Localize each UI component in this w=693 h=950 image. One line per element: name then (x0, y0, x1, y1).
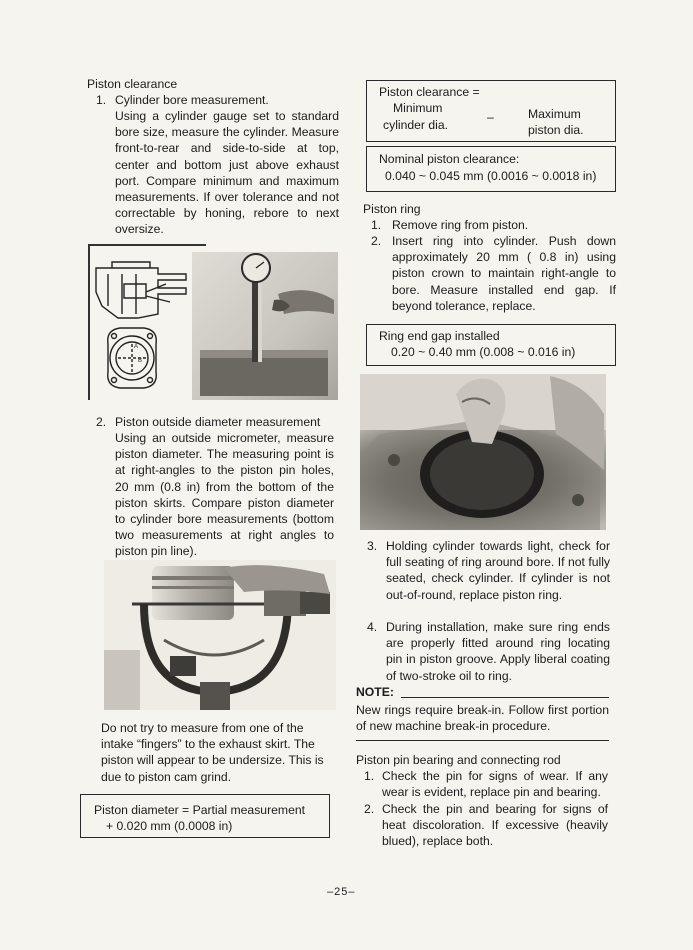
list-number: 1. (371, 218, 382, 232)
note-label: NOTE: (356, 685, 394, 699)
clearance-max-line2: piston dia. (528, 123, 584, 137)
clearance-label: Piston clearance = (379, 85, 480, 99)
clearance-min-line2: cylinder dia. (383, 118, 449, 132)
section-title-pin-bearing: Piston pin bearing and connecting rod (356, 753, 561, 767)
section-title-piston-ring: Piston ring (363, 202, 421, 216)
formula-box-piston-diameter (80, 794, 330, 838)
page-number: –25– (327, 886, 356, 898)
clearance-formula-box (366, 80, 616, 142)
note-rule-bottom (356, 740, 609, 741)
ring-step-3: Holding cylinder towards light, check for full seating of ring around bore. If not fully seated, check cylinder. If cylinder is not out-of-round, replace piston ring. (386, 539, 610, 602)
micrometer-photo (104, 560, 336, 710)
nominal-value: 0.040 ~ 0.045 mm (0.0016 ~ 0.0018 in) (385, 169, 597, 183)
figure-cylinder-gauge (88, 244, 338, 400)
list-number: 2. (96, 415, 107, 429)
cylinder-diagram-and-photo (88, 244, 338, 400)
list-number: 2. (364, 802, 375, 816)
svg-text:B: B (138, 358, 143, 364)
item-heading-bore: Cylinder bore measurement. (115, 93, 269, 107)
note-text: New rings require break-in. Follow first portion of new machine break-in procedure. (356, 703, 609, 734)
pin-step-2: Check the pin and bearing for signs of heat discoloration. If excessive (heavily blued), replace both. (382, 802, 608, 849)
ring-gap-box (366, 324, 616, 366)
clearance-max-line1: Maximum (528, 107, 581, 121)
note-intake-fingers: Do not try to measure from one of the intake “fingers” to the exhaust skirt. The piston will appear to be undersize. This is due to piston cam grind. (101, 721, 324, 784)
ring-step-1: Remove ring from piston. (392, 218, 529, 232)
ring-insertion-photo (360, 374, 606, 530)
list-number: 1. (364, 769, 375, 783)
figure-micrometer-photo (104, 560, 336, 710)
clearance-min-line1: Minimum (393, 101, 443, 115)
section-title-piston-clearance: Piston clearance (87, 77, 178, 91)
svg-text:A: A (134, 344, 139, 350)
item-heading-piston-od: Piston outside diameter measurement (115, 415, 321, 429)
pin-step-1: Check the pin for signs of wear. If any wear is evident, replace pin and bearing. (382, 769, 608, 800)
list-number: 1. (96, 93, 107, 107)
ring-step-2: Insert ring into cylinder. Push down approximately 20 mm ( 0.8 in) using piston crown to maintain right-angle to bore. Measure installed end gap. If beyond tolerance, replace. (392, 234, 616, 313)
note-rule-top (401, 697, 609, 698)
formula-line-2: + 0.020 mm (0.0008 in) (106, 819, 233, 833)
ring-gap-label: Ring end gap installed (379, 329, 500, 343)
clearance-minus: – (487, 110, 494, 124)
ring-step-4: During installation, make sure ring ends are properly fitted around ring locating pin in piston groove. Apply liberal coating of two-stroke oil to ring. (386, 620, 610, 683)
ring-gap-value: 0.20 ~ 0.40 mm (0.008 ~ 0.016 in) (391, 345, 576, 359)
item-body-bore: Using a cylinder gauge set to standard bore size, measure the cylinder. Measure front-to-rear and side-to-side at top, center and bottom just above exhaust port. Compare minimum and maximum measurements. If over tolerance and not correctable by honing, rebore to next oversize. (115, 109, 339, 237)
list-number: 3. (367, 539, 378, 553)
item-body-piston-od: Using an outside micrometer, measure piston diameter. The measuring point is at right-angles to the piston pin holes, 20 mm (0.8 in) from the bottom of the piston skirts. Compare piston diameter to cylinder bore measurements (bottom two measurements at right angles to piston pin line). (115, 431, 334, 559)
list-number: 4. (367, 620, 378, 634)
list-number: 2. (371, 234, 382, 248)
figure-ring-insertion-photo (360, 374, 606, 530)
nominal-clearance-box (366, 146, 616, 192)
nominal-label: Nominal piston clearance: (379, 152, 520, 166)
formula-line-1: Piston diameter = Partial measurement (94, 803, 306, 817)
